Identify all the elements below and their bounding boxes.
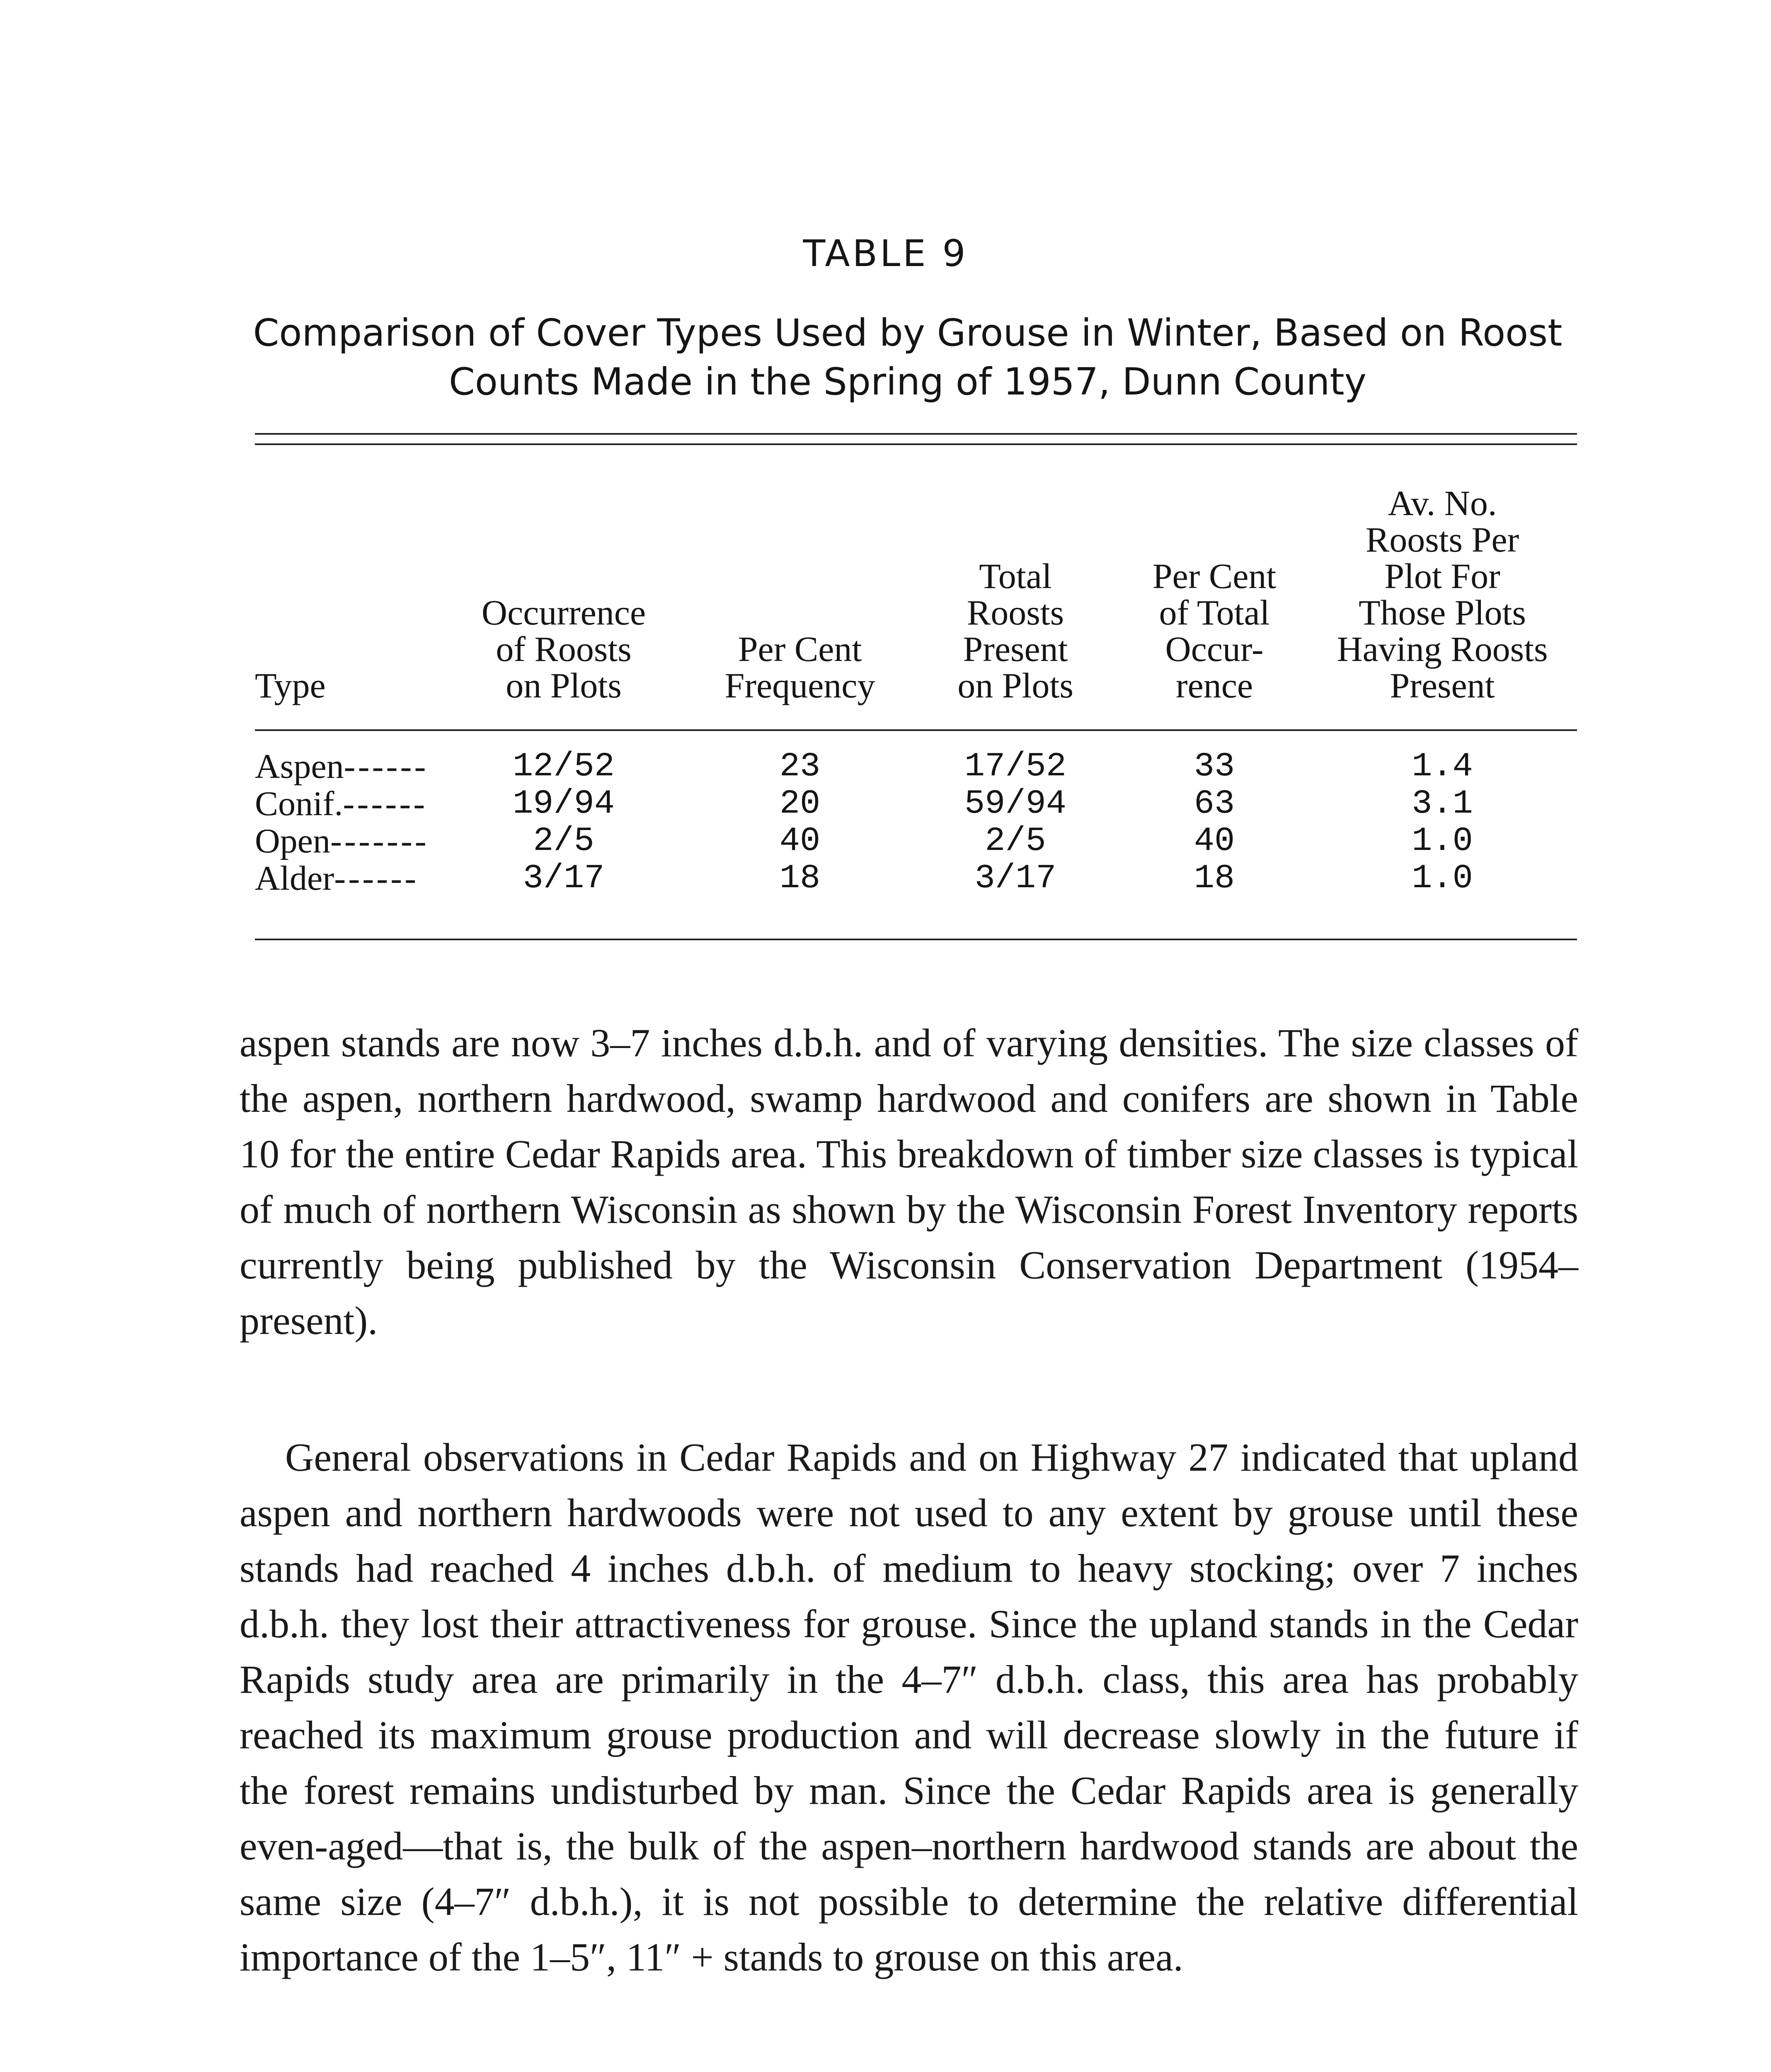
cell-occurrence: 12/52 bbox=[512, 747, 615, 786]
cell-occurrence: 19/94 bbox=[512, 784, 615, 823]
cell-occurrence: 3/17 bbox=[523, 859, 605, 898]
cell-type: Alder------ bbox=[255, 859, 419, 898]
cell-pct-total: 33 bbox=[1194, 747, 1235, 786]
table-bottom-rule bbox=[255, 939, 1577, 940]
leader-dots: ------ bbox=[334, 859, 419, 898]
cell-frequency: 40 bbox=[779, 822, 821, 860]
table-caption: Comparison of Cover Types Used by Grouse in Winter, Based on Roost Counts Made in the Spring of 1957, Dunn County bbox=[253, 311, 1563, 404]
table-top-rule-double bbox=[255, 443, 1577, 445]
table-top-rule bbox=[255, 433, 1577, 435]
cell-pct-total: 40 bbox=[1194, 822, 1235, 860]
header-avg-roosts: Av. No. Roosts Per Plot For Those Plots Having Roosts Present bbox=[1337, 483, 1548, 705]
cell-total: 17/52 bbox=[964, 747, 1067, 786]
cell-pct-total: 63 bbox=[1194, 784, 1235, 823]
table-header-rule bbox=[255, 729, 1577, 731]
cell-type: Open------- bbox=[255, 822, 429, 860]
cell-total: 2/5 bbox=[985, 822, 1046, 860]
paragraph bbox=[240, 1015, 1578, 1348]
leader-dots: ------- bbox=[330, 822, 429, 860]
leader-dots: ------ bbox=[344, 747, 429, 786]
cell-occurrence: 2/5 bbox=[533, 822, 594, 860]
cell-total: 3/17 bbox=[974, 859, 1056, 898]
table-row bbox=[0, 860, 1771, 897]
paragraph bbox=[240, 1430, 1578, 1985]
header-type: Type bbox=[255, 666, 326, 705]
cell-avg: 3.1 bbox=[1412, 784, 1473, 823]
cell-frequency: 23 bbox=[779, 747, 821, 786]
cell-pct-total: 18 bbox=[1194, 859, 1235, 898]
header-total-roosts: Total Roosts Present on Plots bbox=[957, 556, 1073, 705]
table-row bbox=[0, 785, 1771, 823]
leader-dots: ------ bbox=[343, 784, 428, 823]
cell-frequency: 20 bbox=[779, 784, 821, 823]
cell-avg: 1.4 bbox=[1412, 747, 1473, 786]
cell-avg: 1.0 bbox=[1412, 859, 1473, 898]
paragraph-text: General observations in Cedar Rapids and on Highway 27 indicated that upland aspen and northern hardwoods were not used to any extent by grouse until these stands had reached 4 inches d.b.h. of medium to heavy stocking; over 7 inches d.b.h. they lost their attractiveness for grouse. Since the upland stands in the Cedar Rapids study area are primarily in the 4–7″ d.b.h. class, this area has probably reached its maximum grouse production and will decrease slowly in the future if the forest remains undisturbed by man. Since the Cedar Rapids area is generally even-aged—that is, the bulk of the aspen–northern hardwood stands are about the same size (4–7″ d.b.h.), it is not possible to determine the relative differential importance of the 1–5″, 11″ + stands to grouse on this area. bbox=[240, 1435, 1578, 1979]
header-occurrence: Occurrence of Roosts on Plots bbox=[481, 593, 646, 705]
cell-type: Conif.------ bbox=[255, 784, 428, 823]
table-row bbox=[0, 823, 1771, 860]
cell-avg: 1.0 bbox=[1412, 822, 1473, 860]
header-pct-total: Per Cent of Total Occur- rence bbox=[1152, 556, 1277, 705]
cell-frequency: 18 bbox=[779, 859, 821, 898]
header-frequency: Per Cent Frequency bbox=[724, 629, 875, 705]
paragraph-text: aspen stands are now 3–7 inches d.b.h. and of varying densities. The size classes of the aspen, northern hardwood, swamp hardwood and conifers are shown in Table 10 for the entire Cedar Rapids area. This breakdown of timber size classes is typical of much of northern Wisconsin as shown by the Wisconsin Forest Inventory reports currently being published by the Wisconsin Conservation Department (1954–present). bbox=[240, 1021, 1578, 1343]
cell-total: 59/94 bbox=[964, 784, 1067, 823]
cell-type: Aspen------ bbox=[255, 747, 429, 786]
table-label: TABLE 9 bbox=[803, 232, 968, 275]
table-row bbox=[0, 748, 1771, 785]
